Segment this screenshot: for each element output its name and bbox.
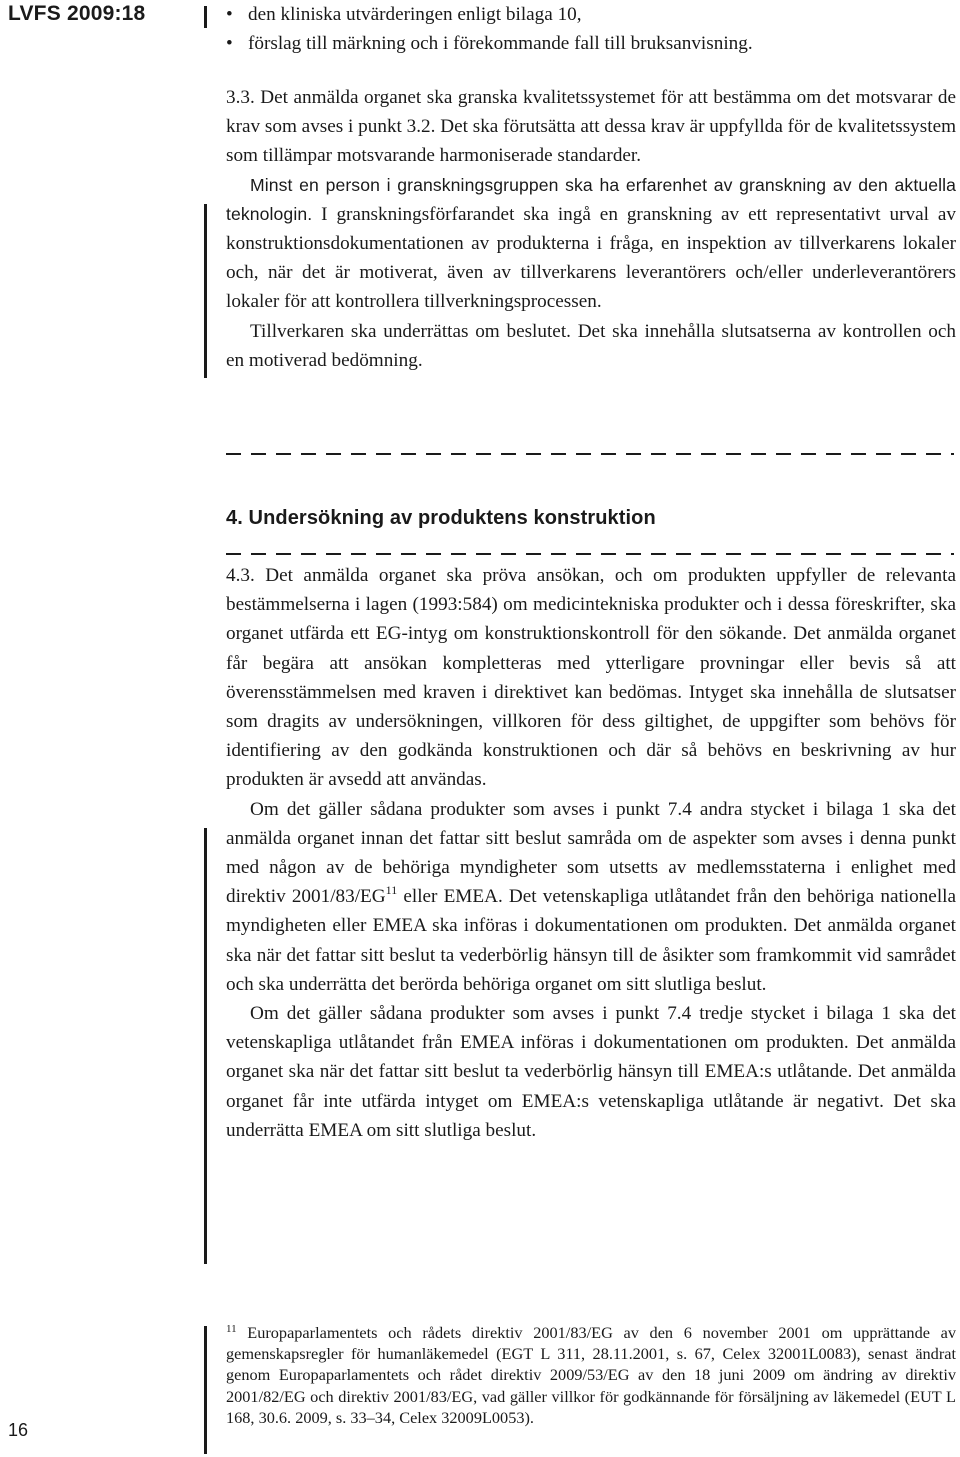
revision-bar-footnote xyxy=(204,1326,207,1454)
consultation-text: Om det gäller sådana produkter som avses i punkt 7.4 andra stycket i bilaga 1 ska det anmälda organet innan det fattar sitt beslut samråda om de aspekter som avses i denna punkt med någon av de behöriga myndigheter som utsetts av medlemsstaterna i enlighet med direktiv 2001/83/EG xyxy=(226,798,956,908)
footnote xyxy=(226,1322,956,1428)
footnote-reference[interactable]: 11 xyxy=(385,883,398,898)
paragraph-4-3: 4.3. Det anmälda organet ska pröva ansökan, och om produkten uppfyller de relevanta bestämmelserna i lagen (1993:584) om medicintekniska produkter och i dessa föreskrifter, ska organet utfärda ett EG-intyg om konstruktionskontroll för den sökande. Det anmälda organet får begära att ansökan kompletteras med ytterligare provningar eller bevis så att överensstämmelsen med kraven i direktivet kan bedömas. Intyget ska innehålla de slutsatser som dragits av undersökningen, villkoren för dess giltighet, de uppgifter som behövs för identifiering av den godkända konstruktionen och där så behövs en beskrivning av hur produkten är avsedd att användas. xyxy=(226,565,956,791)
bullet-icon: • xyxy=(226,33,233,54)
paragraph-emea: Om det gäller sådana produkter som avses i punkt 7.4 tredje stycket i bilaga 1 ska det vetenskapliga utlåtandet från EMEA införas i dokumentationen om produkten. Det anmälda organet ska när det fattar sitt beslut ta vederbörlig hänsyn till EMEA:s utlåtande. Det anmälda organet får inte utfärda intyget om EMEA:s vetenskapliga utlåtande är negativt. Det ska underrätta EMEA om sitt slutliga beslut. xyxy=(226,1003,956,1141)
section-3-3 xyxy=(226,83,956,375)
revision-bar-section-3-3 xyxy=(204,204,207,378)
paragraph-review-team xyxy=(226,171,956,317)
page-number: 16 xyxy=(8,1420,29,1440)
dashed-separator xyxy=(226,453,954,455)
footnote-text: Europaparlamentets och rådets direktiv 2001/83/EG av den 6 november 2001 om upprättande av gemenskapsregler för humanläkemedel (EGT L 311, 28.11.2001, s. 67, Celex 32001L0083), senast ändrat genom Europaparlamentets och rådet direktiv 2009/53/EG av den 18 juni 2009 om ändring av direktiv 2001/82/EG och direktiv 2001/83/EG, vad gäller villkor för godkännande för försäljning av läkemedel (EUT L 168, 30.6. 2009, s. 33–34, Celex 32009L0053). xyxy=(226,1323,956,1427)
section-heading: 4. Undersökning av produktens konstruktion xyxy=(226,507,656,529)
review-team-sentence: Minst en person i granskningsgruppen ska ha erfarenhet av granskning av den aktuella teknologin. xyxy=(226,174,956,224)
bullet-text: den kliniska utvärderingen enligt bilaga 10, xyxy=(248,4,582,25)
section-4-3 xyxy=(226,561,956,1145)
paragraph-decision: Tillverkaren ska underrättas om beslutet. Det ska innehålla slutsatserna av kontrollen och en motiverad bedömning. xyxy=(226,320,956,371)
dashed-separator xyxy=(226,553,954,555)
footnote-number: 11 xyxy=(226,1323,237,1335)
revision-bar-section-4 xyxy=(204,828,207,1264)
revision-bar-top xyxy=(204,6,207,28)
document-code: LVFS 2009:18 xyxy=(8,2,146,25)
review-procedure-text: I granskningsförfarandet ska ingå en granskning av ett representativt urval av konstruktionsdokumentationen av produkterna i fråga, en inspektion av tillverkarens lokaler och, när det är motiverat, även av tillverkarens leverantörers och/eller underleverantörers lokaler för att kontrollera tillverkningsprocessen. xyxy=(226,203,956,313)
paragraph-3-3: 3.3. Det anmälda organet ska granska kvalitetssystemet för att bestämma om det motsvarar de krav som avses i punkt 3.2. Det ska förutsätta att dessa krav är uppfyllda för de kvalitetssystem som tillämpar motsvarande harmoniserade standarder. xyxy=(226,87,957,167)
consultation-text-continued: eller EMEA. Det vetenskapliga utlåtandet från den behöriga nationella myndigheten eller EMEA ska införas i dokumentationen om produkten. Det anmälda organet ska när det fattar sitt beslut ta vederbörlig hänsyn till de åsikter som framkommit vid samrådet och ska underrätta det berörda behöriga organet om sitt slutliga beslut. xyxy=(226,886,957,995)
bullet-text: förslag till märkning och i förekommande fall till bruksanvisning. xyxy=(248,33,753,54)
paragraph-consultation xyxy=(226,795,956,999)
bullet-icon: • xyxy=(226,4,233,25)
